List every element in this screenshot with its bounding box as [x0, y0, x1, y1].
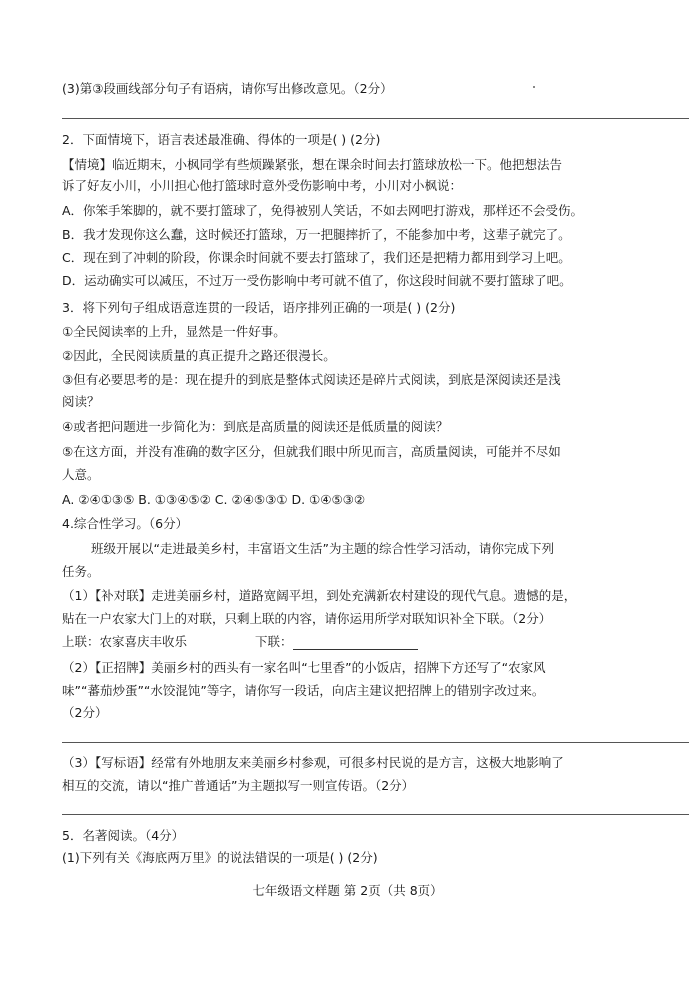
q4-part1: （1）【补对联】走进美丽乡村，道路宽阔平坦，到处充满新农村建设的现代气息。遗憾的是，	[62, 588, 577, 603]
q3-sentence-5: 人意。	[62, 467, 100, 482]
lower-couplet-blank[interactable]	[293, 637, 418, 650]
answer-line[interactable]	[62, 742, 689, 743]
lower-couplet-label: 下联：	[255, 634, 293, 649]
q3-sentence-2: ②因此，全民阅读质量的真正提升之路还很漫长。	[62, 348, 336, 363]
q2-stem: 2．下面情境下，语言表述最准确、得体的一项是( ) (2分)	[62, 132, 381, 147]
q4-part2: （2分）	[62, 705, 108, 720]
q4-part2: （2）【正招牌】美丽乡村的西头有一家名叫“七里香”的小饭店，招牌下方还写了“农家风	[62, 660, 546, 675]
q4-part3: 相互的交流，请以“推广普通话”为主题拟写一则宣传语。（2分）	[62, 778, 415, 793]
q3-sentence-5: ⑤在这方面，并没有准确的数字区分，但就我们眼中所见而言，高质量阅读，可能并不尽如	[62, 444, 561, 459]
q2-option-c: C．现在到了冲刺的阶段，你课余时间就不要去打篮球了，我们还是把精力都用到学习上吧。	[62, 250, 571, 265]
q4-part1: 贴在一户农家大门上的对联，只剩上联的内容，请你运用所学对联知识补全下联。（2分）	[62, 611, 552, 626]
q3-options: A. ②④①③⑤ B. ①③④⑤② C. ②④⑤③① D. ①④⑤③②	[62, 492, 366, 507]
stray-mark	[533, 86, 535, 88]
q2-context: 诉了好友小川，小川担心他打篮球时意外受伤影响中考，小川对小枫说：	[62, 178, 463, 193]
q2-context: 【情境】临近期末，小枫同学有些烦躁紧张，想在课余时间去打篮球放松一下。他把想法告	[62, 157, 563, 172]
q3-sentence-4: ④或者把问题进一步简化为：到底是高质量的阅读还是低质量的阅读？	[62, 419, 449, 434]
q2-option-b: B．我才发现你这么蠢，这时候还打篮球，万一把腿摔折了，不能参加中考，这辈子就完了。	[62, 227, 571, 242]
q1-part3: (3)第③段画线部分句子有语病，请你写出修改意见。（2分）	[62, 81, 393, 96]
q3-stem: 3．将下列句子组成语意连贯的一段话，语序排列正确的一项是( ) (2分)	[62, 300, 456, 315]
q3-sentence-3: 阅读？	[62, 394, 100, 409]
answer-line[interactable]	[62, 814, 689, 815]
q2-option-d: D．运动确实可以减压，不过万一受伤影响中考可就不值了，你这段时间就不要打篮球了吧。	[62, 273, 572, 288]
upper-couplet: 上联：农家喜庆丰收乐	[62, 634, 188, 649]
page-footer: 七年级语文样题 第 2页（共 8页）	[252, 883, 443, 898]
q4-intro: 任务。	[62, 564, 100, 579]
q2-option-a: A．你笨手笨脚的，就不要打篮球了，免得被别人笑话，不如去网吧打游戏，那样还不会受伤。	[62, 203, 584, 218]
q4-part3: （3）【写标语】经常有外地朋友来美丽乡村参观，可很多村民说的是方言，这极大地影响了	[62, 755, 564, 770]
q4-intro: 班级开展以“走进最美乡村，丰富语文生活”为主题的综合性学习活动，请你完成下列	[91, 541, 554, 556]
q3-sentence-1: ①全民阅读率的上升，显然是一件好事。	[62, 324, 286, 339]
q5-stem: 5．名著阅读。（4分）	[62, 828, 185, 843]
q4-part2: 味”“蕃茄炒蛋”“水饺混饨”等字，请你写一段话，向店主建议把招牌上的错别字改过来。	[62, 683, 545, 698]
q4-stem: 4.综合性学习。（6分）	[62, 516, 189, 531]
q3-sentence-3: ③但有必要思考的是：现在提升的到底是整体式阅读还是碎片式阅读，到底是深阅读还是浅	[62, 372, 561, 387]
q5-sub1: (1)下列有关《海底两万里》的说法错误的一项是( ) (2分)	[62, 850, 378, 865]
answer-line[interactable]	[62, 118, 689, 119]
couplet-row	[62, 634, 418, 650]
